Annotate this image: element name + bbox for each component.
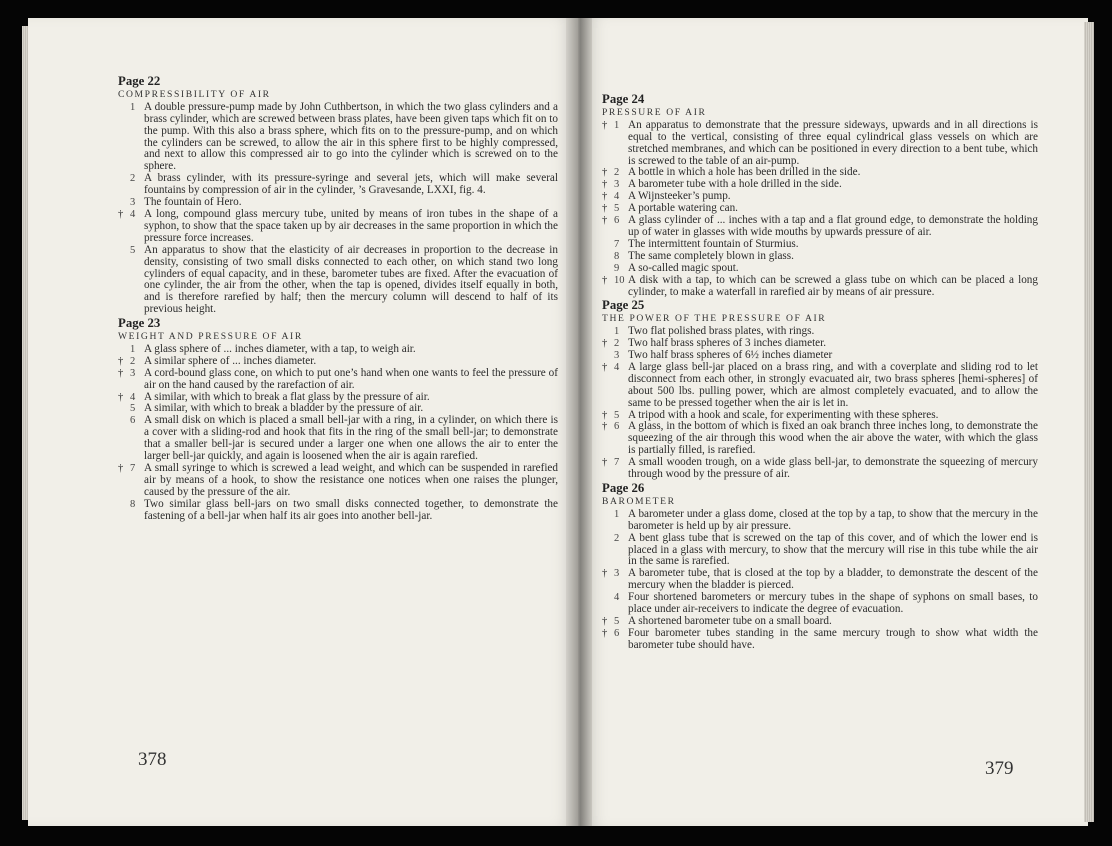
entry-text: An apparatus to show that the elasticity of air decreases in proportion to the decrease in density, consisting of two small disks connected to each other, on which stand two long cylinders of equal capacity, and in these, barometer tubes are fixed. After the evacuation of one cylinder, the air from the other, when the tap is opened, divides itself equally in both, and is therefore rarefied by half; then the mercury column will descend to half of its previous height. <box>144 243 558 316</box>
dagger-mark <box>118 102 130 173</box>
entry-number: 1 <box>614 119 620 131</box>
entry-text: A similar sphere of ... inches diameter. <box>144 354 317 367</box>
catalog-entry <box>602 362 1038 410</box>
section-heading: COMPRESSIBILITY OF AIR <box>118 88 271 100</box>
entry-text: A cord-bound glass cone, on which to put one’s hand when one wants to feel the pressure of air on the hand caused by the rarefaction of air. <box>144 366 558 391</box>
dagger-mark: † <box>602 421 608 433</box>
dagger-mark: † <box>602 191 608 203</box>
entry-text: A portable watering can. <box>628 202 738 215</box>
entry-number: 4 <box>614 191 620 203</box>
page-reference: Page 26 <box>602 481 645 495</box>
dagger-mark <box>118 173 130 197</box>
entry-number: 1 <box>614 326 620 338</box>
dagger-mark: † <box>118 391 124 403</box>
entry-text: A barometer tube with a hole drilled in the side. <box>628 178 842 191</box>
entry-number: 5 <box>614 409 620 421</box>
dagger-mark: † <box>602 338 608 350</box>
entry-text: The fountain of Hero. <box>144 196 242 209</box>
entry-text: A glass, in the bottom of which is fixed an oak branch three inches long, to demonstrate the squeezing of the air through this wood when the air above the water, with which the glass is partially filled, is rarefied. <box>628 420 1038 457</box>
entry-number: 3 <box>614 568 620 580</box>
entry-number: 3 <box>614 179 620 191</box>
entry-text: The same completely blown in glass. <box>628 249 794 262</box>
entry-number: 5 <box>130 403 136 415</box>
catalog-entry <box>602 275 1038 299</box>
dagger-mark <box>602 592 614 616</box>
right-page-edge <box>1084 22 1094 822</box>
entry-number: 5 <box>130 244 136 256</box>
entry-text: A shortened barometer tube on a small board. <box>628 614 832 627</box>
dagger-mark <box>118 415 130 463</box>
entry-text: Two half brass spheres of 3 inches diameter. <box>628 337 827 350</box>
dagger-mark <box>118 197 130 209</box>
entry-number: 1 <box>614 508 620 520</box>
catalog-entry <box>602 568 1038 592</box>
entry-text: A bottle in which a hole has been drilled in the side. <box>628 166 861 179</box>
dagger-mark: † <box>118 208 124 220</box>
dagger-mark: † <box>602 203 608 215</box>
catalog-entry <box>602 239 1038 251</box>
entry-text: An apparatus to demonstrate that the pressure sideways, upwards and in all directions is equal to the vertical, consisting of three equal cylindrical glass vessels on which are stretched membranes, and which can be positioned in every direction to a bent tube, which is screwed to the table of an air-pump. <box>628 118 1038 167</box>
catalog-entry <box>118 499 558 523</box>
catalog-entry <box>602 533 1038 569</box>
entry-text: A disk with a tap, to which can be screwed a glass tube on which can be placed a long cylinder, to make a waterfall in rarefied air by means of air pressure. <box>628 273 1038 298</box>
entry-number: 8 <box>130 498 136 510</box>
entry-number: 7 <box>614 238 620 250</box>
entry-number: 3 <box>130 197 136 209</box>
catalog-entry <box>602 457 1038 481</box>
catalog-entry <box>602 421 1038 457</box>
dagger-mark <box>602 533 614 569</box>
entry-number: 8 <box>614 250 620 262</box>
entry-number: 1 <box>130 343 136 355</box>
entry-text: A small disk on which is placed a small bell-jar with a ring, in a cylinder, on which there is a cover with a sliding-rod and hook that fits in the ring of the small bell-jar; to demonstrate that a smaller bell-jar is secured under a larger one when one allows the air to enter the larger bell-jar quickly, and again is loosened when the air is again rarefied. <box>144 414 558 463</box>
entry-number: 9 <box>614 262 620 274</box>
catalog-entry <box>602 215 1038 239</box>
entry-number: 4 <box>614 361 620 373</box>
entry-text: A small wooden trough, on a wide glass bell-jar, to demonstrate the squeezing of mercury through wood by the pressure of air. <box>628 456 1038 481</box>
dagger-mark: † <box>118 355 124 367</box>
dagger-mark: † <box>602 615 608 627</box>
entry-text: The intermittent fountain of Sturmius. <box>628 237 799 250</box>
dagger-mark <box>118 499 130 523</box>
entry-number: 6 <box>614 421 620 433</box>
entry-number: 6 <box>614 627 620 639</box>
entry-number: 4 <box>614 592 620 604</box>
catalog-entry <box>602 120 1038 168</box>
entry-text: A tripod with a hook and scale, for experimenting with these spheres. <box>628 408 939 421</box>
dagger-mark: † <box>118 463 124 474</box>
catalog-entry <box>118 463 558 499</box>
entry-number: 2 <box>614 532 620 544</box>
entry-number: 1 <box>130 101 136 113</box>
dagger-mark: † <box>602 627 608 639</box>
catalog-entry <box>602 251 1038 263</box>
page-reference: Page 24 <box>602 92 645 106</box>
section-heading: PRESSURE OF AIR <box>602 106 707 118</box>
page-reference: Page 22 <box>118 74 161 88</box>
entry-number: 2 <box>614 338 620 350</box>
dagger-mark: † <box>602 179 608 191</box>
entry-text: A so-called magic spout. <box>628 261 739 274</box>
dagger-mark <box>602 263 614 275</box>
entry-text: A large glass bell-jar placed on a brass ring, and with a coverplate and sliding rod to let disconnect from each other, in strongly evacuated air, two brass spheres [hemi-spheres] of about 500 lbs. pulling power, which are almost completely evacuated, and to allow the same to be pressed together when the air is let in. <box>628 360 1038 409</box>
catalog-entry <box>118 356 558 368</box>
entry-text: A bent glass tube that is screwed on the tap of this cover, and of which the lower end is placed in a glass with mercury, to show that the mercury will rise in this tube while the air in the same is rarefied. <box>628 531 1038 568</box>
entry-text: Four barometer tubes standing in the same mercury trough to show what width the barometer tube should have. <box>628 626 1038 651</box>
entry-number: 7 <box>130 463 136 474</box>
catalog-entry <box>118 245 558 316</box>
entry-number: 2 <box>130 355 136 367</box>
dagger-mark <box>602 509 614 533</box>
entry-text: Four shortened barometers or mercury tubes in the shape of syphons on small bases, to place under air-receivers to indicate the degree of evacuation. <box>628 591 1038 616</box>
dagger-mark <box>602 326 614 338</box>
dagger-mark <box>602 239 614 251</box>
book-gutter <box>566 18 592 826</box>
catalog-entry <box>118 173 558 197</box>
entry-text: A barometer tube, that is closed at the top by a bladder, to demonstrate the descent of the mercury when the bladder is pierced. <box>628 567 1038 592</box>
dagger-mark: † <box>602 119 608 131</box>
catalog-entry <box>118 209 558 245</box>
entry-text: A barometer under a glass dome, closed at the top by a tap, to show that the mercury in the barometer is held up by air pressure. <box>628 507 1038 532</box>
entry-number: 3 <box>130 367 136 379</box>
left-page-text <box>118 74 558 523</box>
entry-text: Two flat polished brass plates, with rings. <box>628 325 815 338</box>
section-heading: THE POWER OF THE PRESSURE OF AIR <box>602 313 827 325</box>
entry-text: A Wijnsteeker’s pump. <box>628 190 731 203</box>
dagger-mark: † <box>602 167 608 179</box>
dagger-mark: † <box>602 409 608 421</box>
page-reference: Page 25 <box>602 298 645 313</box>
entry-number: 2 <box>614 167 620 179</box>
section-heading: BAROMETER <box>602 495 676 507</box>
entry-number: 7 <box>614 457 620 469</box>
dagger-mark <box>118 344 130 356</box>
right-page-text <box>602 92 1038 652</box>
dagger-mark: † <box>602 274 608 286</box>
entry-text: A long, compound glass mercury tube, united by means of iron tubes in the shape of a syphon, to show that the space taken up by air decreases in the same proportion in which the pressure force increases. <box>144 207 558 244</box>
dagger-mark <box>602 251 614 263</box>
catalog-entry <box>602 628 1038 652</box>
entry-number: 3 <box>614 350 620 362</box>
dagger-mark: † <box>602 361 608 373</box>
entry-number: 5 <box>614 203 620 215</box>
dagger-mark <box>602 350 614 362</box>
entry-text: A double pressure-pump made by John Cuthbertson, in which the two glass cylinders and a brass cylinder, which are screwed between brass plates, have been given taps which fit on to the pump. With this also a brass sphere, which fits on to the pressure-pump, and on which the cylinders can be screwed, to allow the air in this sphere first to be highly compressed, and next to allow this compressed air to go into the cylinder which is screwed on to the sphere. <box>144 100 558 173</box>
entry-number: 4 <box>130 208 136 220</box>
section-heading: WEIGHT AND PRESSURE OF AIR <box>118 331 303 343</box>
right-folio: 379 <box>985 758 1014 779</box>
entry-number: 5 <box>614 615 620 627</box>
dagger-mark <box>118 245 130 316</box>
catalog-entry <box>118 102 558 173</box>
catalog-entry <box>118 368 558 392</box>
catalog-entry <box>602 509 1038 533</box>
entry-text: Two half brass spheres of 6½ inches diameter <box>628 349 833 362</box>
catalog-entry <box>118 415 558 463</box>
entry-text: A brass cylinder, with its pressure-syringe and several jets, which will make several fountains by compression of air in the cylinder, ’s Gravesande, LXXI, fig. 4. <box>144 172 558 197</box>
entry-number: 6 <box>614 215 620 227</box>
entry-text: A similar, with which to break a flat glass by the pressure of air. <box>144 390 430 403</box>
entry-number: 2 <box>130 173 136 185</box>
dagger-mark: † <box>118 367 124 379</box>
dagger-mark <box>118 403 130 415</box>
entry-number: 4 <box>130 391 136 403</box>
catalog-entry <box>602 263 1038 275</box>
dagger-mark: † <box>602 215 608 227</box>
page-reference: Page 23 <box>118 316 161 331</box>
catalog-entry <box>602 592 1038 616</box>
left-folio: 378 <box>138 749 167 770</box>
entry-text: A similar, with which to break a bladder by the pressure of air. <box>144 402 424 415</box>
dagger-mark: † <box>602 457 608 469</box>
entry-text: A glass sphere of ... inches diameter, with a tap, to weigh air. <box>144 342 416 355</box>
entry-text: Two similar glass bell-jars on two small disks connected together, to demonstrate the fastening of a bell-jar when half its air goes into another bell-jar. <box>144 497 558 522</box>
entry-text: A small syringe to which is screwed a lead weight, and which can be suspended in rarefied air by means of a hook, to show the resistance one notices when one raises the plunger, caused by the pressure of the air. <box>144 462 558 498</box>
dagger-mark: † <box>602 568 608 580</box>
entry-text: A glass cylinder of ... inches with a tap and a flat ground edge, to demonstrate the holding up of water in glasses with wide mouths by upwards pressure of air. <box>628 214 1038 238</box>
entry-number: 6 <box>130 415 136 427</box>
entry-number: 10 <box>614 274 625 286</box>
